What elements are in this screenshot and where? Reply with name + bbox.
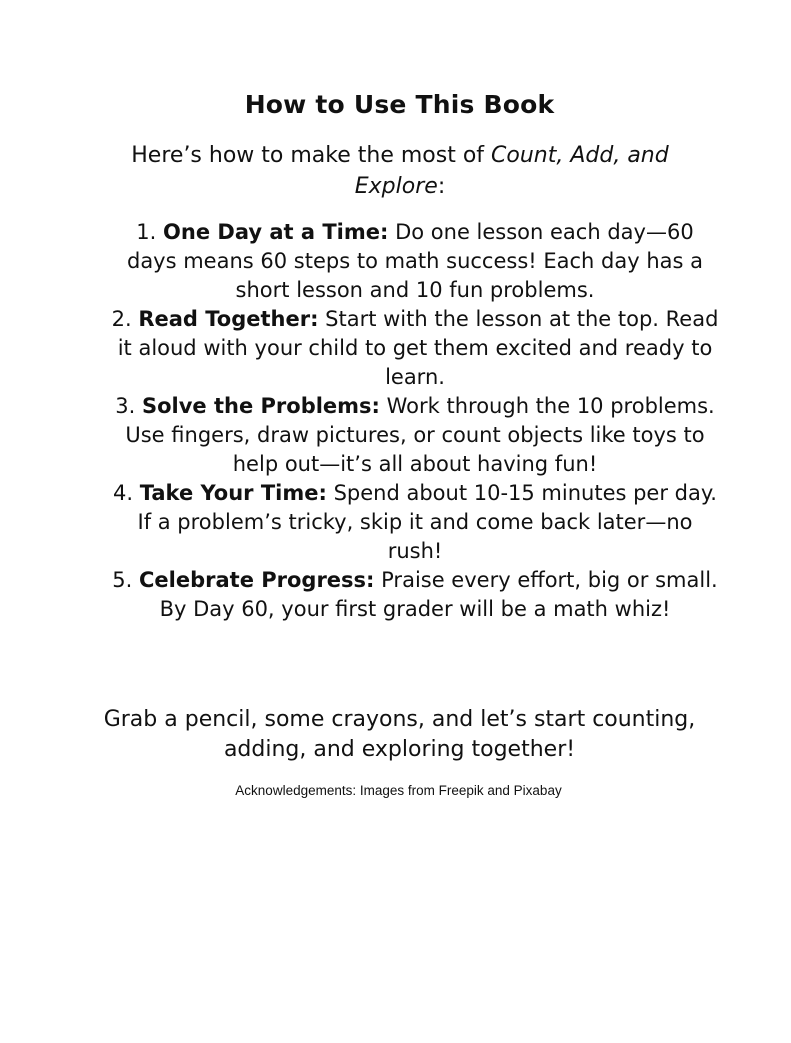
step-item-5	[110, 566, 720, 624]
step-text: Work through the 10 problems. Use fingers, draw pictures, or count objects like toys to help out—it’s all about having fun!	[125, 394, 715, 476]
step-text: Start with the lesson at the top. Read it aloud with your child to get them excited and ready to learn.	[117, 307, 719, 389]
step-text: Spend about 10-15 minutes per day. If a problem’s tricky, skip it and come back later—no rush!	[137, 481, 717, 563]
page-title: How to Use This Book	[244, 90, 555, 119]
step-number: 5.	[112, 568, 133, 592]
step-text: Praise every effort, big or small. By Day 60, your first grader will be a math whiz!	[159, 568, 718, 621]
step-number: 1.	[136, 220, 157, 244]
step-item-4	[110, 479, 720, 566]
step-item-2	[110, 305, 720, 392]
step-number: 3.	[115, 394, 136, 418]
steps-list	[110, 218, 720, 624]
closing-paragraph: Grab a pencil, some crayons, and let’s start counting, adding, and exploring together!	[103, 707, 696, 762]
intro-paragraph	[100, 140, 700, 202]
acknowledgements-text: Acknowledgements: Images from Freepik and Pixabay	[235, 783, 562, 798]
intro-lead: Here’s how to make the most of	[131, 143, 492, 168]
step-item-3	[110, 392, 720, 479]
step-item-1	[110, 218, 720, 305]
step-heading: Take Your Time:	[139, 481, 327, 505]
step-heading: Read Together:	[138, 307, 319, 331]
intro-trail: :	[437, 174, 446, 199]
step-number: 2.	[111, 307, 132, 331]
intro-book-title: Count, Add, and Explore	[354, 143, 669, 199]
step-heading: One Day at a Time:	[163, 220, 389, 244]
step-text: Do one lesson each day—60 days means 60 steps to math success! Each day has a short lesson and 10 fun problems.	[126, 220, 704, 302]
step-number: 4.	[113, 481, 134, 505]
step-heading: Solve the Problems:	[141, 394, 380, 418]
step-heading: Celebrate Progress:	[139, 568, 375, 592]
